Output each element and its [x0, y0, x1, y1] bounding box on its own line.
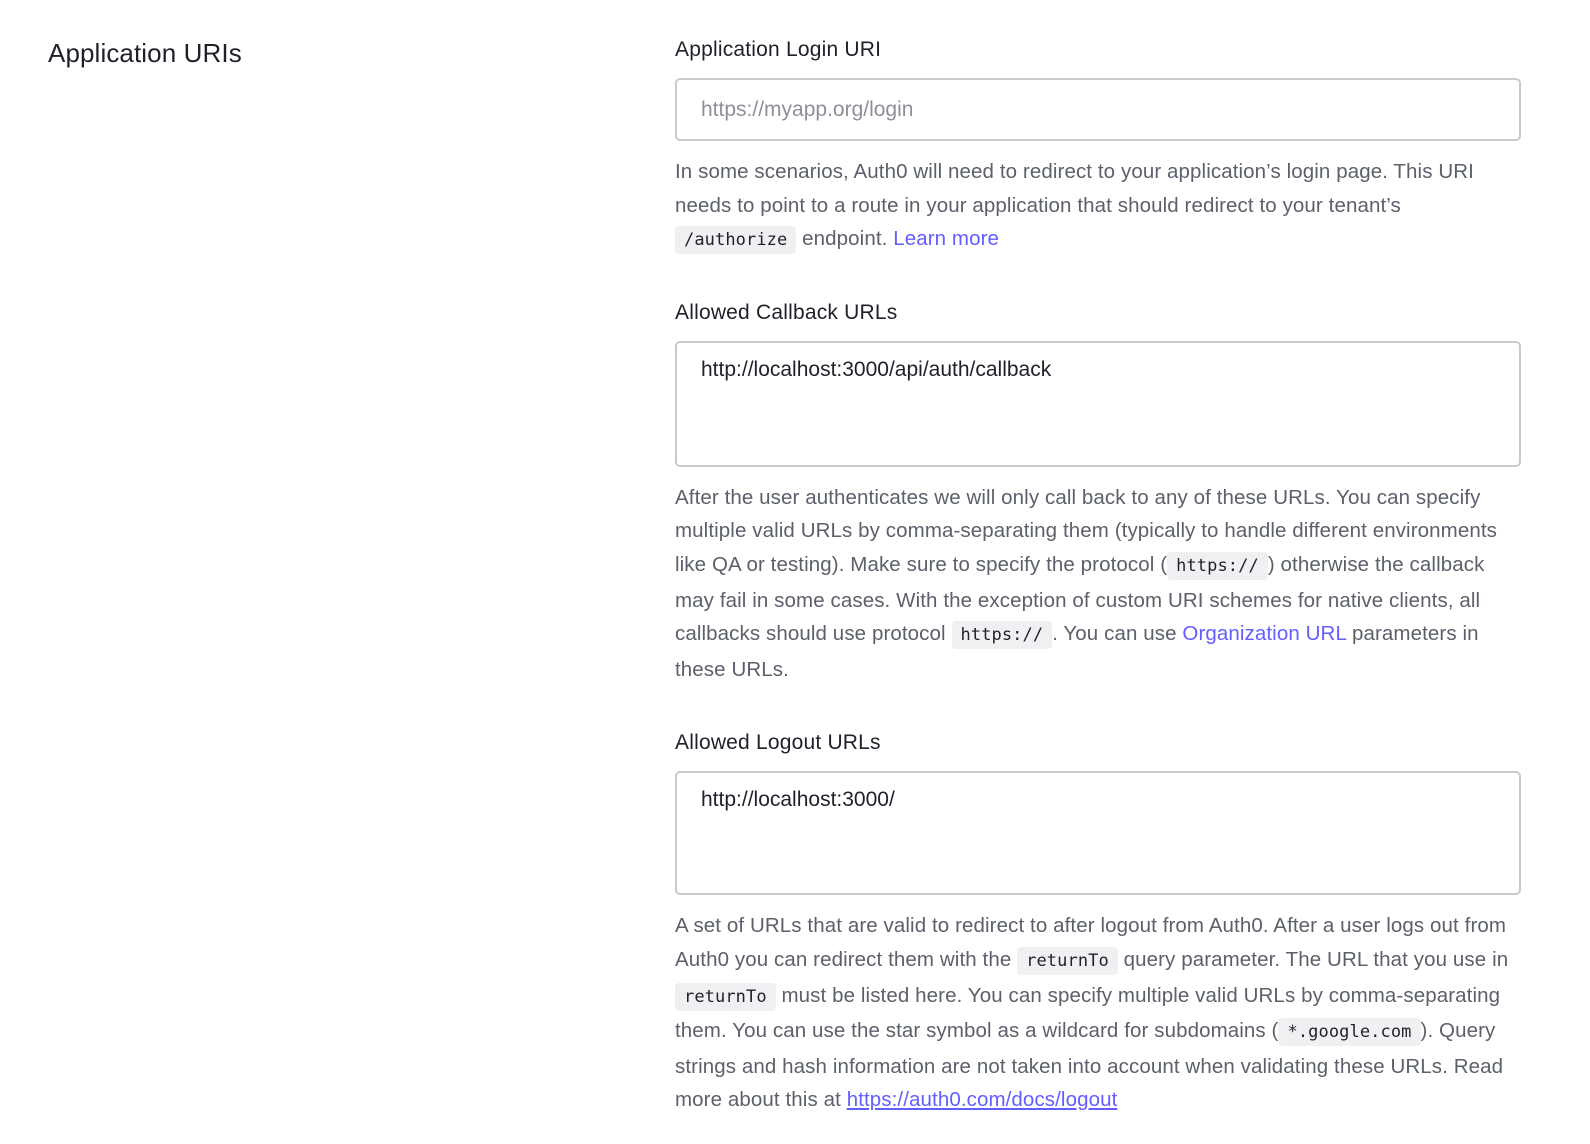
logout-urls-group — [675, 731, 1521, 1117]
help-text: endpoint. — [796, 227, 894, 251]
callback-urls-textarea[interactable] — [675, 341, 1521, 467]
login-uri-group — [675, 38, 1521, 258]
help-text: . You can use — [1052, 622, 1183, 646]
return-to-code: returnTo — [1017, 947, 1118, 975]
logout-urls-help — [675, 909, 1521, 1117]
return-to-code: returnTo — [675, 983, 776, 1011]
wildcard-domain-code: *.google.com — [1278, 1018, 1420, 1046]
login-uri-input[interactable] — [675, 78, 1521, 141]
help-text: must be listed here. You can specify multiple valid URLs by comma-separating them. You can use the star symbol as a wildcard for subdomains ( — [675, 983, 1501, 1043]
callback-urls-group — [675, 301, 1521, 687]
help-text: ). Query strings and hash information are not taken into account when validating these URLs. Read more about this at — [675, 1019, 1504, 1112]
help-text: ) otherwise the callback may fail in some cases. With the exception of custom URI schemes for native clients, all callbacks should use protocol — [675, 552, 1485, 646]
callback-urls-help — [675, 481, 1521, 687]
help-text: query parameter. The URL that you use in — [1117, 947, 1509, 971]
login-uri-help — [675, 155, 1521, 258]
https-code: https:// — [952, 621, 1053, 649]
authorize-code: /authorize — [675, 226, 796, 254]
organization-url-link[interactable]: Organization URL — [1182, 622, 1347, 646]
help-text: A set of URLs that are valid to redirect to after logout from Auth0. After a user logs out from Auth0 you can redirect them with the — [675, 914, 1507, 971]
logout-urls-textarea[interactable] — [675, 771, 1521, 895]
logout-urls-label: Allowed Logout URLs — [675, 731, 881, 755]
learn-more-link[interactable]: Learn more — [893, 227, 1000, 251]
uri-fields — [675, 38, 1521, 1117]
help-text: In some scenarios, Auth0 will need to redirect to your application’s login page. This URI needs to point to a route in your application that should redirect to your tenant’s — [675, 160, 1474, 217]
callback-urls-label: Allowed Callback URLs — [675, 300, 898, 324]
https-code: https:// — [1167, 552, 1268, 580]
login-uri-label: Application Login URI — [675, 38, 882, 61]
help-text: After the user authenticates we will only call back to any of these URLs. You can specify multiple valid URLs by comma-separating them (typically to handle different environments like QA or testing). Make sure to specify the protocol ( — [675, 485, 1497, 576]
logout-docs-link[interactable]: https://auth0.com/docs/logout — [846, 1088, 1118, 1112]
help-text: parameters in these URLs. — [675, 622, 1479, 681]
section-title: Application URIs — [48, 38, 242, 68]
